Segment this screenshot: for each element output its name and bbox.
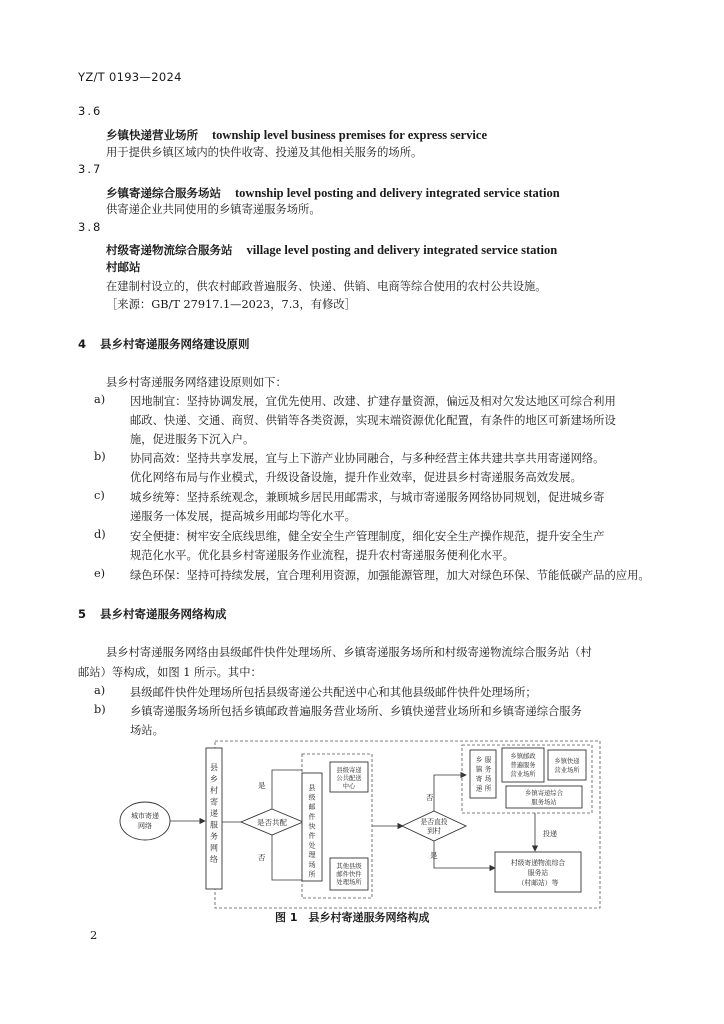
list-label-b: b): [94, 450, 106, 463]
vertical-label-char: 寄: [210, 797, 218, 807]
decision-direct-label: 到村: [427, 827, 441, 835]
vertical-label-char: 乡: [210, 774, 218, 784]
section-4-title: 县乡村寄递服务网络建设原则: [100, 337, 250, 351]
list-item-b-line: 协同高效：坚持共享发展，宜与上下游产业协同融合，与多种经营主体共建共享共用寄递网络。: [130, 452, 605, 465]
section-number-3-6: 3.6: [78, 104, 103, 118]
village-station-label: （村邮站）等: [517, 879, 559, 887]
county-center-label: 中心: [342, 783, 356, 790]
county-center-label: 公共配送: [336, 775, 362, 782]
vertical-label-char: 快: [308, 822, 316, 831]
city-network-label-l2: 网络: [138, 822, 152, 830]
page-number: 2: [90, 928, 98, 942]
definition-3-7: 供寄递企业共同使用的乡镇寄递服务场所。: [106, 203, 321, 216]
village-station-label: 村级寄递物流综合: [510, 859, 566, 867]
city-network-label-l1: 城市寄递: [131, 812, 159, 820]
other-county-label: 其他县级: [336, 863, 362, 870]
decision-shared-label: 是否共配: [257, 818, 287, 827]
vertical-label-char: 村: [210, 786, 218, 795]
term-alternative: 村邮站: [106, 260, 141, 274]
list-item-b-line: 优化网络布局与作业模式，升级设备设施，提升作业效率，促进县乡村寄递服务高效发展。: [130, 471, 582, 484]
vertical-label-char: 县: [210, 763, 218, 772]
list-label-a: a): [94, 393, 106, 406]
vertical-label-char: 处: [308, 841, 316, 850]
vertical-label-char: 邮: [308, 803, 316, 812]
list-item-d-line: 规范化水平。优化县乡村寄递服务作业流程，提升农村寄递服务便利化水平。: [130, 549, 515, 562]
vertical-label-char: 级: [308, 793, 316, 802]
no-label: 否: [258, 853, 266, 862]
decision-direct-label: 是否直投: [420, 818, 448, 826]
other-county-label: 处理场所: [336, 879, 362, 886]
section-number-3-8: 3.8: [78, 220, 103, 234]
vertical-label-char: 场: [484, 775, 492, 783]
township-box: [470, 750, 496, 798]
term-english: village level posting and delivery integrated service station: [246, 243, 558, 257]
vertical-label-char: 场: [308, 860, 316, 869]
arrow-no-to-township: [434, 775, 466, 811]
section-5-number: 5: [78, 607, 87, 621]
vertical-label-char: 寄: [475, 775, 483, 783]
vertical-label-char: 服: [484, 756, 492, 764]
list-item-d-line: 安全便捷：树牢安全底线思维，健全安全生产管理制度，细化安全生产操作规范，提升安全生产: [130, 530, 605, 543]
yes-label: 是: [430, 851, 438, 860]
city-network-node: [120, 802, 170, 840]
connector: [272, 835, 302, 880]
vertical-label-char: 服: [210, 820, 218, 830]
term-chinese: 乡镇寄递综合服务场站: [106, 186, 221, 200]
vertical-label-char: 乡: [475, 756, 483, 764]
vertical-label-char: 件: [308, 832, 316, 840]
township-express-label: 营业场所: [554, 767, 580, 774]
vertical-label-char: 所: [308, 870, 316, 879]
vertical-label-char: 务: [484, 765, 492, 774]
list-item-b-line: 乡镇寄递服务场所包括乡镇邮政普遍服务营业场所、乡镇快递营业场所和乡镇寄递综合服务: [130, 705, 582, 718]
vertical-label-char: 镇: [475, 765, 483, 774]
township-postal-label: 普遍服务: [510, 762, 536, 769]
section-4-intro: 县乡村寄递服务网络建设原则如下：: [106, 376, 287, 389]
list-item-b-line: 场站。: [130, 724, 164, 737]
figure-caption: 图 1 县乡村寄递服务网络构成: [275, 911, 430, 924]
county-network-label: [210, 763, 218, 864]
deliver-label: 投递: [543, 830, 557, 838]
term-chinese: 村级寄递物流综合服务站: [106, 243, 233, 257]
definition-source: ［来源：GB/T 27917.1—2023，7.3，有修改］: [106, 298, 356, 311]
township-postal-label: 乡镇邮政: [510, 753, 536, 760]
section-4-number: 4: [78, 337, 87, 351]
document-code-header: YZ/T 0193—2024: [78, 70, 182, 84]
county-center-label: 县级寄递: [336, 767, 362, 774]
township-express-box: [548, 750, 586, 780]
decision-direct-delivery: [402, 811, 466, 841]
list-item-a-line: 邮政、快递、交通、商贸、供销等各类资源，实现末端资源优化配置，有条件的地区可新建场所设: [130, 414, 616, 427]
arrow-yes-to-village: [434, 841, 495, 868]
definition-3-8: 在建制村设立的，供农村邮政普遍服务、快递、供销、电商等综合使用的农村公共设施。: [106, 280, 547, 293]
list-item-a-line: 因地制宜：坚持协调发展，宜优先使用、改建、扩建存量资源，偏远及相对欠发达地区可综合利用: [130, 395, 616, 408]
vertical-label-char: 递: [475, 784, 483, 793]
vertical-label-char: 递: [210, 809, 218, 818]
township-postal-label: 营业场所: [510, 771, 536, 778]
yes-label: 是: [258, 781, 266, 790]
vertical-label-char: 网: [210, 843, 218, 853]
term-chinese: 乡镇快递营业场所: [106, 128, 198, 142]
vertical-label-char: 理: [308, 851, 316, 860]
connector: [272, 770, 302, 809]
list-item-c-line: 城乡统筹：坚持系统观念，兼顾城乡居民用邮需求，与城市寄递服务网络协同规划，促进城乡寄: [130, 491, 605, 504]
section-number-3-7: 3.7: [78, 162, 103, 176]
list-label-b: b): [94, 703, 106, 716]
list-item-c-line: 递服务一体发展，提高城乡用邮均等化水平。: [130, 510, 356, 523]
township-station-label: 乡镇寄递综合: [525, 790, 563, 797]
township-express-label: 乡镇快递: [554, 758, 580, 765]
term-english: township level posting and delivery integrated service station: [235, 186, 560, 200]
vertical-label-char: 络: [210, 855, 218, 864]
list-label-c: c): [94, 489, 105, 502]
list-item-e-line: 绿色环保：坚持可持续发展，宜合理利用资源，加强能源管理，加大对绿色环保、节能低碳产品的应用。: [130, 569, 650, 582]
vertical-label-char: 务: [210, 832, 218, 841]
section-5-intro-line: 邮站）等构成，如图 1 所示。其中：: [78, 666, 262, 679]
section-5-title: 县乡村寄递服务网络构成: [100, 607, 227, 621]
vertical-label-char: 所: [484, 784, 492, 793]
vertical-label-char: 件: [308, 812, 316, 821]
vertical-label-char: 县: [308, 784, 316, 792]
section-5-intro-line: 县乡村寄递服务网络由县级邮件快件处理场所、乡镇寄递服务场所和村级寄递物流综合服务站（村: [106, 646, 592, 659]
list-item-a-line: 施，促进服务下沉入户。: [130, 433, 255, 446]
list-label-a: a): [94, 684, 106, 697]
term-english: township level business premises for express service: [212, 128, 487, 142]
definition-3-6: 用于提供乡镇区域内的快件收寄、投递及其他相关服务的场所。: [106, 146, 423, 159]
list-item-a-line: 县级邮件快件处理场所包括县级寄递公共配送中心和其他县级邮件快件处理场所；: [130, 686, 537, 699]
no-label: 否: [426, 793, 434, 802]
township-station-label: 服务场站: [531, 799, 557, 806]
list-label-e: e): [94, 567, 106, 580]
village-station-label: 服务站: [527, 869, 549, 877]
list-label-d: d): [94, 528, 106, 541]
other-county-label: 邮件快件: [336, 871, 362, 878]
